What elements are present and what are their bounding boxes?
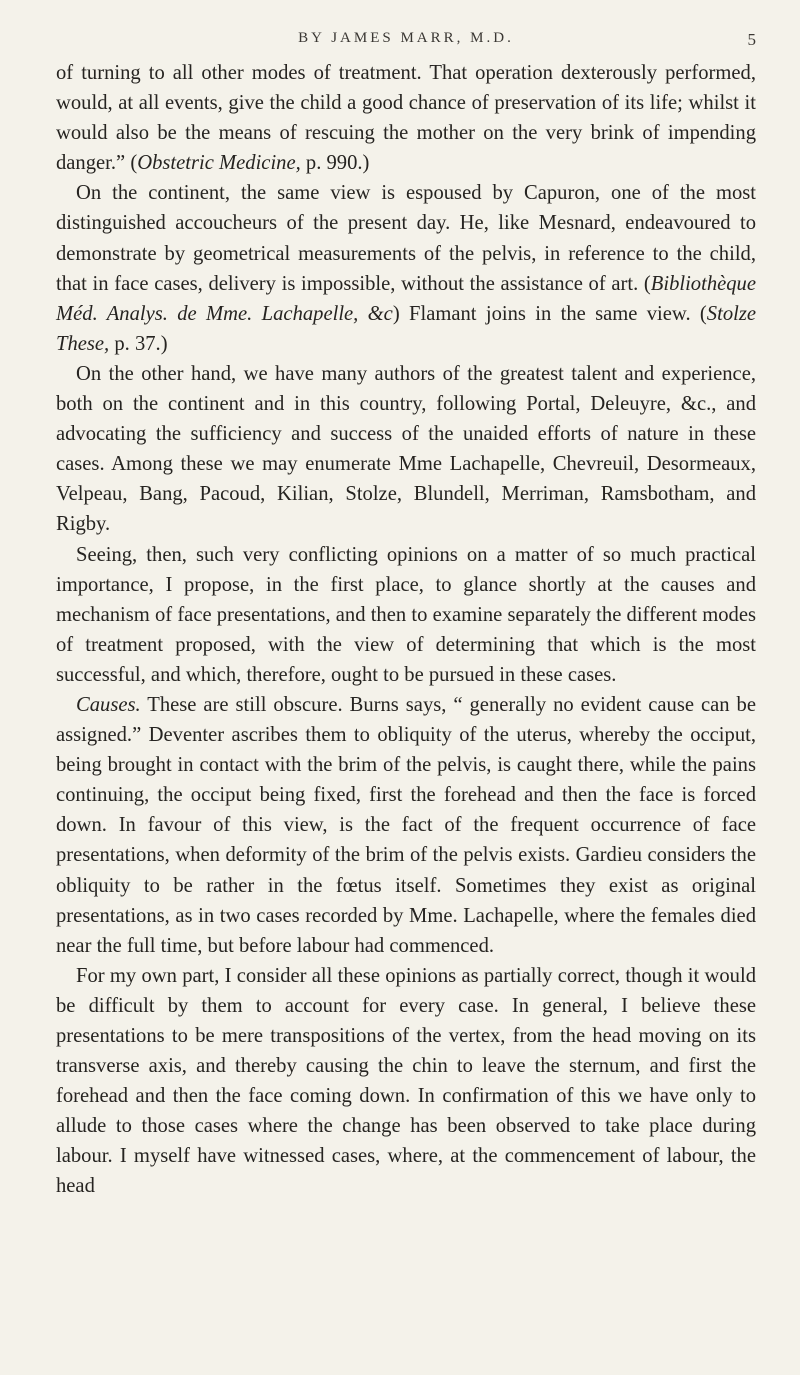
paragraph: [56, 178, 756, 359]
text-segment: p. 990.): [300, 152, 370, 175]
text-segment: These are still obscure. Burns says, “ generally no evident cause can be assigned.” Deventer ascribes them to obliquity of the uterus, whereby the occiput, being brought in contact with the brim of the pelvis, is caught there, while the pains continuing, the occiput being fixed, first the forehead and then the face is forced down. In favour of this view, is the fact of the frequent occurrence of face presentations, when deformity of the brim of the pelvis exists. Gardieu considers the obliquity to be rather in the fœtus itself. Sometimes they exist as original presentations, as in two cases recorded by Mme. Lachapelle, where the females died near the full time, but before labour had commenced.: [56, 693, 756, 957]
paragraph: [56, 359, 756, 540]
paragraph: [56, 58, 756, 178]
text-segment: For my own part, I consider all these opinions as partially correct, though it would be difficult by them to account for every case. In general, I believe these presentations to be mere transpositions of the vertex, from the head moving on its transverse axis, and thereby causing the chin to leave the sternum, and first the forehead and then the face coming down. In confirmation of this we have only to allude to those cases where the change has been observed to take place during labour. I myself have witnessed cases, where, at the commencement of labour, the head: [56, 964, 756, 1198]
text-segment: p. 37.): [109, 332, 168, 355]
citation-italic: Stolze These,: [56, 302, 756, 355]
paragraph: [56, 540, 756, 690]
text-segment: On the other hand, we have many authors of the greatest talent and experience, both on the continent and in this country, following Portal, Deleuyre, &c., and advocating the sufficiency and success of the unaided efforts of nature in these cases. Among these we may enumerate Mme Lachapelle, Chevreuil, Desormeaux, Velpeau, Bang, Pacoud, Kilian, Stolze, Blundell, Merriman, Ramsbotham, and Rigby.: [56, 362, 756, 536]
running-title: BY JAMES MARR, M.D.: [298, 30, 514, 46]
text-segment: On the continent, the same view is espoused by Capuron, one of the most distinguished accoucheurs of the present day. He, like Mesnard, endeavoured to demonstrate by geometrical measurements of the pelvis, in reference to the child, that in face cases, delivery is impossible, without the assistance of art. (: [56, 182, 756, 295]
body-text: [56, 58, 756, 1202]
text-segment: Seeing, then, such very conflicting opinions on a matter of so much practical importance, I propose, in the first place, to glance shortly at the causes and mechanism of face presentations, and then to examine separately the different modes of treatment proposed, with the view of determining that which is the most successful, and which, therefore, ought to be pursued in these cases.: [56, 543, 756, 686]
citation-italic: Bibliothèque Méd. Analys. de Mme. Lachapelle, &c: [56, 272, 756, 325]
text-segment: of turning to all other modes of treatment. That operation dexterously performed, would, at all events, give the child a good chance of preservation of its life; whilst it would also be the means of rescuing the mother on the very brink of impending danger.” (: [56, 62, 756, 175]
citation-italic: Obstetric Medicine,: [137, 152, 301, 175]
paragraph: [56, 690, 756, 961]
paragraph: [56, 961, 756, 1202]
running-header: [56, 30, 756, 58]
page-number: 5: [747, 30, 756, 49]
section-heading-causes: Causes.: [76, 693, 141, 716]
text-segment: ) Flamant joins in the same view. (: [392, 302, 707, 325]
